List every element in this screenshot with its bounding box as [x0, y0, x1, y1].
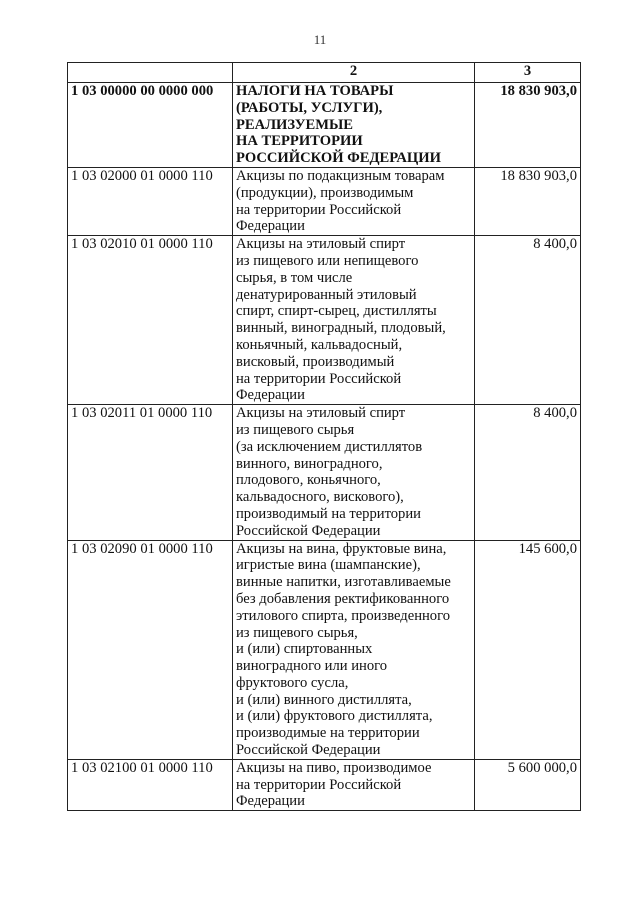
- row-code: 1 03 02100 01 0000 110: [68, 759, 233, 810]
- description-line: спирт, спирт-сырец, дистилляты: [236, 303, 437, 320]
- row-code: 1 03 02000 01 0000 110: [68, 167, 233, 235]
- description-line: (за исключением дистиллятов: [236, 438, 423, 455]
- description-line: без добавления ректификованного: [236, 590, 450, 607]
- row-amount: 18 830 903,0: [475, 83, 581, 168]
- description-line: на территории Российской: [236, 776, 402, 793]
- description-line: висковый, производимый: [236, 353, 395, 370]
- description-line: этилового спирта, произведенного: [236, 607, 451, 624]
- description-line: из пищевого или непищевого: [236, 252, 419, 269]
- description-line: из пищевого сырья,: [236, 624, 358, 641]
- description-line: коньячный, кальвадосный,: [236, 336, 403, 353]
- description-line: производимый на территории: [236, 505, 421, 522]
- description-line: НАЛОГИ НА ТОВАРЫ: [236, 83, 394, 99]
- budget-revenue-table: [67, 62, 581, 811]
- description-line: сырья, в том числе: [236, 269, 353, 286]
- row-description: [233, 167, 475, 235]
- description-line: производимые на территории: [236, 725, 420, 742]
- description-line: Акцизы на этиловый спирт: [236, 236, 406, 253]
- table-header-row: [68, 63, 581, 83]
- description-line: РОССИЙСКОЙ ФЕДЕРАЦИИ: [236, 150, 441, 167]
- table-row: [68, 83, 581, 168]
- description-line: из пищевого сырья: [236, 421, 355, 438]
- row-amount: 5 600 000,0: [475, 759, 581, 810]
- page-number: 11: [313, 32, 327, 47]
- description-line: на территории Российской: [236, 370, 402, 387]
- description-line: НА ТЕРРИТОРИИ: [236, 133, 363, 150]
- row-code: 1 03 02090 01 0000 110: [68, 540, 233, 759]
- row-code: 1 03 02011 01 0000 110: [68, 405, 233, 540]
- row-description: [233, 759, 475, 810]
- description-line: и (или) винного дистиллята,: [236, 691, 412, 708]
- description-line: (продукции), производимым: [236, 184, 414, 201]
- description-line: винный, виноградный, плодовый,: [236, 320, 446, 337]
- column-header-name: 2: [233, 63, 475, 83]
- table-row: [68, 759, 581, 810]
- description-line: (РАБОТЫ, УСЛУГИ),: [236, 99, 383, 116]
- row-description: [233, 405, 475, 540]
- row-description: [233, 83, 475, 168]
- description-line: и (или) спиртованных: [236, 641, 373, 658]
- description-line: плодового, коньячного,: [236, 472, 381, 489]
- description-line: Акцизы на пиво, производимое: [236, 759, 432, 776]
- description-line: Федерации: [236, 387, 305, 404]
- table-row: [68, 236, 581, 405]
- description-line: Федерации: [236, 793, 305, 810]
- table-row: [68, 167, 581, 235]
- row-description: [233, 540, 475, 759]
- row-code: 1 03 00000 00 0000 000: [68, 83, 233, 168]
- row-amount: 18 830 903,0: [475, 167, 581, 235]
- description-line: игристые вина (шампанские),: [236, 557, 421, 574]
- description-line: Акцизы на вина, фруктовые вина,: [236, 540, 447, 557]
- description-line: РЕАЛИЗУЕМЫЕ: [236, 116, 354, 133]
- table-row: [68, 405, 581, 540]
- description-line: винные напитки, изготавливаемые: [236, 574, 451, 591]
- row-amount: 8 400,0: [475, 405, 581, 540]
- description-line: Акцизы на этиловый спирт: [236, 405, 406, 422]
- description-line: виноградного или иного: [236, 658, 388, 675]
- description-line: Акцизы по подакцизным товарам: [236, 167, 445, 184]
- row-code: 1 03 02010 01 0000 110: [68, 236, 233, 405]
- description-line: и (или) фруктового дистиллята,: [236, 708, 433, 725]
- column-header-code: [68, 63, 233, 83]
- column-header-amount: 3: [475, 63, 581, 83]
- description-line: денатурированный этиловый: [236, 286, 417, 303]
- row-amount: 145 600,0: [475, 540, 581, 759]
- row-amount: 8 400,0: [475, 236, 581, 405]
- description-line: на территории Российской: [236, 201, 402, 218]
- description-line: винного, виноградного,: [236, 455, 383, 472]
- description-line: фруктового сусла,: [236, 674, 349, 691]
- description-line: Российской Федерации: [236, 522, 381, 539]
- description-line: Российской Федерации: [236, 742, 381, 759]
- description-line: кальвадосного, вискового),: [236, 489, 404, 506]
- description-line: Федерации: [236, 218, 305, 235]
- table-row: [68, 540, 581, 759]
- row-description: [233, 236, 475, 405]
